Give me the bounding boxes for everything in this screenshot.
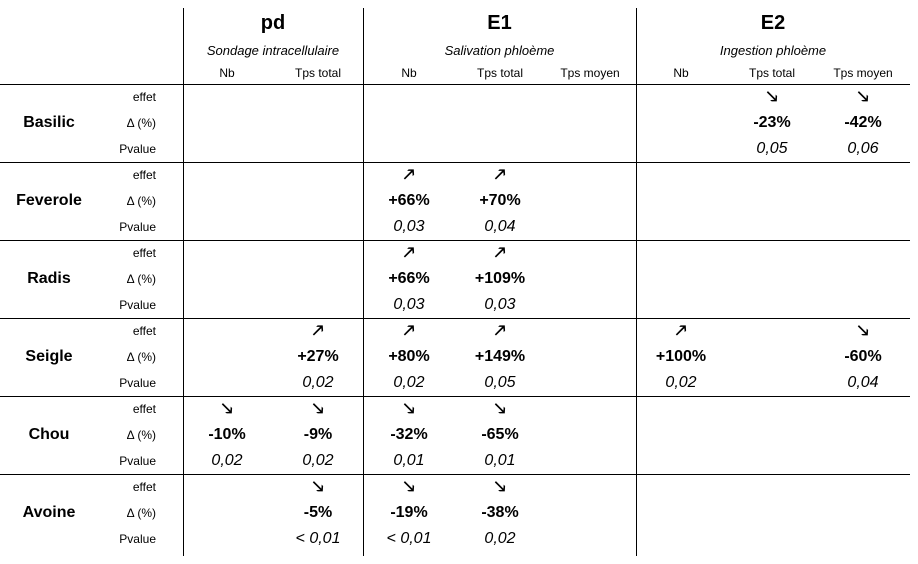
row-divider-line [0, 396, 910, 397]
pvalue: < 0,01 [386, 530, 432, 547]
row-label: effet [132, 246, 156, 260]
arrow-up-icon: 🡕 [403, 321, 415, 340]
pvalue: 0,02 [302, 452, 334, 469]
row-label: Pvalue [119, 142, 156, 156]
row-label: Pvalue [119, 298, 156, 312]
pvalue: 0,04 [484, 218, 516, 235]
delta-value: +70% [479, 192, 521, 209]
delta-value: -19% [390, 504, 428, 521]
arrow-down-icon: 🡖 [221, 399, 233, 418]
row-label: Δ (%) [126, 350, 156, 364]
delta-value: +66% [388, 270, 430, 287]
column-header: Tps total [294, 66, 342, 80]
plant-name: Basilic [23, 114, 75, 131]
delta-value: -23% [753, 114, 791, 131]
arrow-up-icon: 🡕 [403, 243, 415, 262]
arrow-down-icon: 🡖 [494, 477, 506, 496]
row-label: Pvalue [119, 532, 156, 546]
row-label: effet [132, 402, 156, 416]
plant-name: Avoine [22, 504, 76, 521]
group-title: E1 [487, 12, 512, 34]
row-label: Δ (%) [126, 272, 156, 286]
column-header: Nb [673, 66, 689, 80]
row-divider-line [0, 474, 910, 475]
arrow-up-icon: 🡕 [494, 243, 506, 262]
arrow-down-icon: 🡖 [312, 477, 324, 496]
pvalue: 0,06 [847, 140, 879, 157]
delta-value: -38% [481, 504, 519, 521]
group-title: E2 [760, 12, 786, 34]
plant-name: Seigle [25, 348, 73, 365]
delta-value: +66% [388, 192, 430, 209]
row-label: effet [132, 168, 156, 182]
row-divider-line [0, 240, 910, 241]
pvalue: 0,02 [393, 374, 425, 391]
arrow-down-icon: 🡖 [312, 399, 324, 418]
delta-value: +80% [388, 348, 430, 365]
delta-value: +100% [655, 348, 707, 365]
pvalue: 0,03 [393, 296, 425, 313]
delta-value: -65% [481, 426, 519, 443]
arrow-down-icon: 🡖 [403, 399, 415, 418]
row-label: effet [132, 480, 156, 494]
group-subtitle: Salivation phloème [444, 43, 555, 58]
delta-value: +27% [297, 348, 339, 365]
column-header: Nb [219, 66, 235, 80]
row-label: Δ (%) [126, 428, 156, 442]
delta-value: +149% [474, 348, 526, 365]
arrow-down-icon: 🡖 [403, 477, 415, 496]
column-header: Tps moyen [833, 66, 893, 80]
pvalue: 0,03 [393, 218, 425, 235]
arrow-down-icon: 🡖 [857, 321, 869, 340]
row-label: Pvalue [119, 220, 156, 234]
arrow-up-icon: 🡕 [312, 321, 324, 340]
column-header: Tps total [748, 66, 796, 80]
row-label: effet [132, 324, 156, 338]
group-title: pd [260, 12, 286, 34]
pvalue: 0,04 [847, 374, 879, 391]
arrow-down-icon: 🡖 [766, 87, 778, 106]
row-label: Pvalue [119, 376, 156, 390]
column-header: Tps total [476, 66, 524, 80]
arrow-down-icon: 🡖 [494, 399, 506, 418]
row-label: Pvalue [119, 454, 156, 468]
arrow-up-icon: 🡕 [494, 165, 506, 184]
row-label: effet [132, 90, 156, 104]
pvalue: 0,01 [484, 452, 516, 469]
arrow-up-icon: 🡕 [403, 165, 415, 184]
arrow-down-icon: 🡖 [857, 87, 869, 106]
arrow-up-icon: 🡕 [675, 321, 687, 340]
row-label: Δ (%) [126, 194, 156, 208]
plant-name: Chou [28, 426, 70, 443]
delta-value: -5% [303, 504, 333, 521]
pvalue: 0,02 [211, 452, 243, 469]
pvalue: 0,05 [484, 374, 516, 391]
pvalue: 0,02 [302, 374, 334, 391]
row-divider-line [0, 162, 910, 163]
pvalue: 0,01 [393, 452, 425, 469]
delta-value: -10% [208, 426, 246, 443]
plant-name: Radis [27, 270, 71, 287]
pvalue: 0,05 [756, 140, 788, 157]
group-subtitle: Sondage intracellulaire [206, 43, 340, 58]
column-header: Tps moyen [560, 66, 620, 80]
row-divider-line [0, 318, 910, 319]
delta-value: -9% [303, 426, 333, 443]
row-label: Δ (%) [126, 116, 156, 130]
group-subtitle: Ingestion phloème [719, 43, 827, 58]
delta-value: +109% [474, 270, 526, 287]
delta-value: -60% [844, 348, 882, 365]
row-label: Δ (%) [126, 506, 156, 520]
column-header: Nb [401, 66, 417, 80]
pvalue: 0,02 [665, 374, 697, 391]
pvalue: 0,03 [484, 296, 516, 313]
pvalue: < 0,01 [295, 530, 341, 547]
delta-value: -32% [390, 426, 428, 443]
delta-value: -42% [844, 114, 882, 131]
arrow-up-icon: 🡕 [494, 321, 506, 340]
plant-name: Feverole [16, 192, 82, 209]
pvalue: 0,02 [484, 530, 516, 547]
